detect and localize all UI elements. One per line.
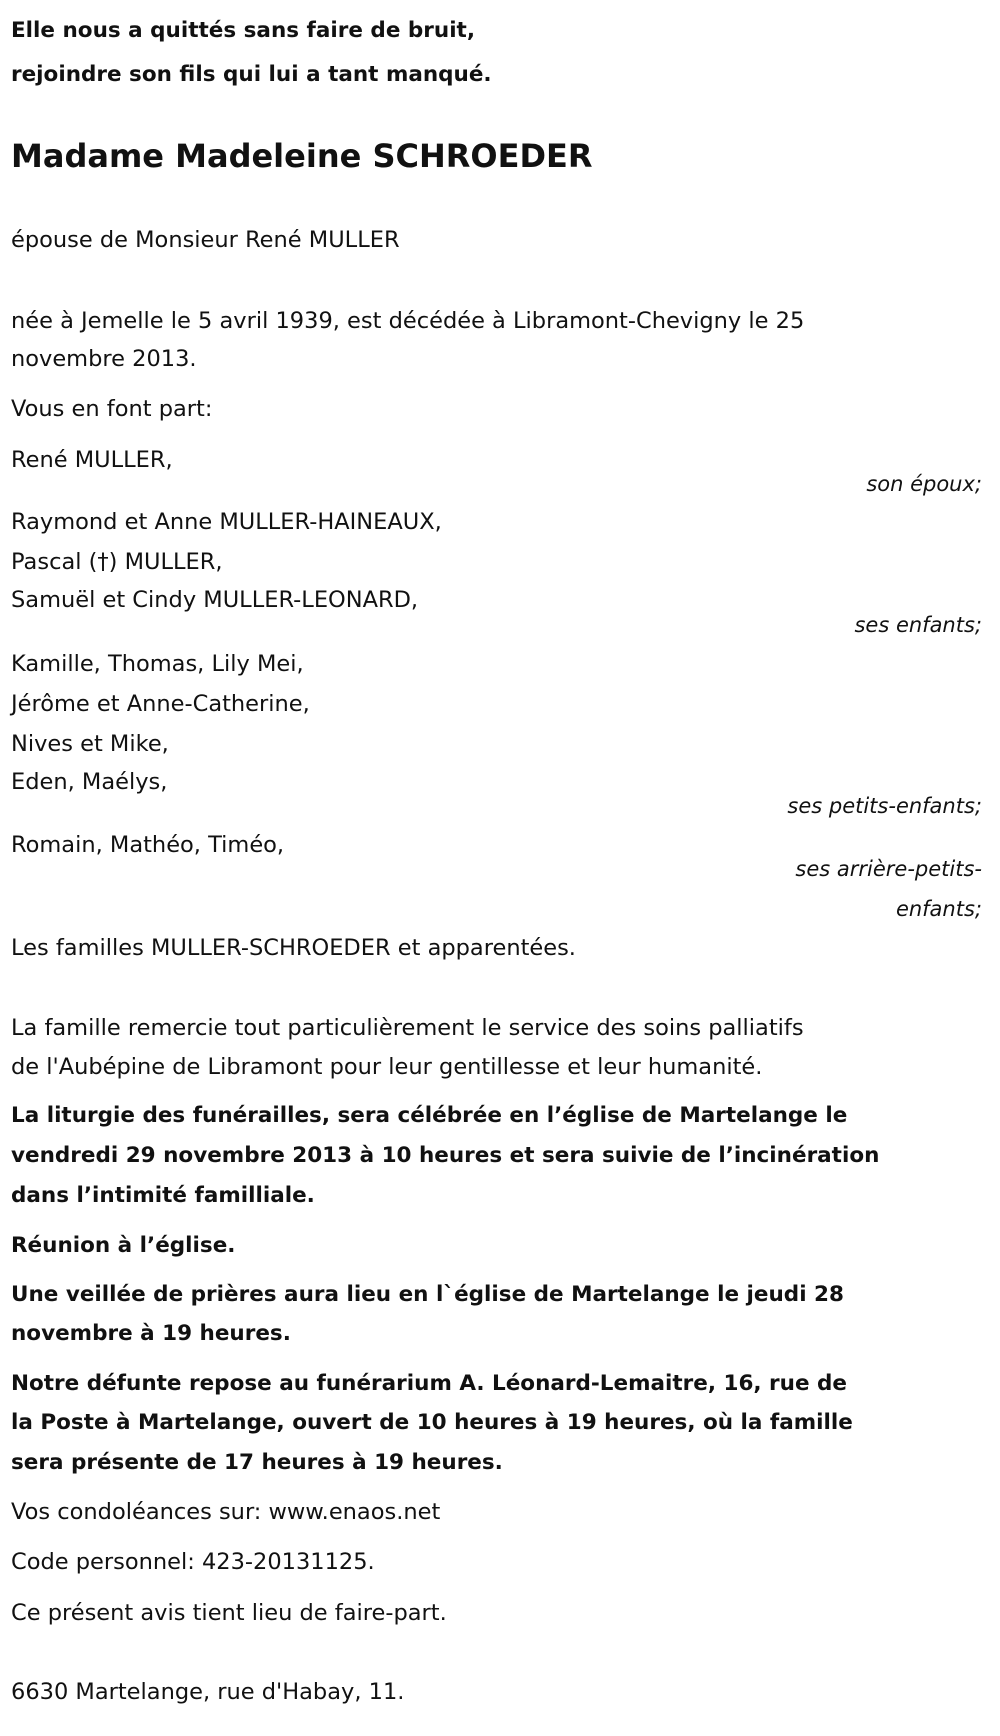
repose-line: Notre défunte repose au funérarium A. Léonard-Lemaitre, 16, rue de	[11, 1371, 848, 1396]
family-name: Pascal (†) MULLER,	[11, 549, 223, 575]
family-relation: ses enfants;	[854, 613, 982, 637]
page-title: Madame Madeleine SCHROEDER	[11, 137, 593, 175]
intro-line: Vous en font part:	[11, 396, 213, 422]
thanks-line: La famille remercie tout particulièrement le service des soins palliatifs	[11, 1015, 804, 1041]
repose-line: la Poste à Martelange, ouvert de 10 heures à 19 heures, où la famille	[11, 1410, 853, 1435]
family-name: Eden, Maélys,	[11, 769, 168, 795]
family-name: Nives et Mike,	[11, 731, 169, 757]
spouse-line: épouse de Monsieur René MULLER	[11, 227, 400, 253]
epitaph-line: rejoindre son fils qui lui a tant manqué.	[11, 62, 492, 87]
liturgy-line: dans l’intimité familliale.	[11, 1183, 315, 1208]
family-name: Romain, Mathéo, Timéo,	[11, 832, 285, 858]
meeting-line: Réunion à l’église.	[11, 1233, 236, 1258]
liturgy-line: La liturgie des funérailles, sera célébrée en l’église de Martelange le	[11, 1103, 848, 1128]
vigil-line: novembre à 19 heures.	[11, 1321, 291, 1346]
family-relation: son époux;	[866, 472, 982, 496]
families-line: Les familles MULLER-SCHROEDER et apparentées.	[11, 935, 576, 961]
family-relation: ses arrière-petits-	[795, 857, 982, 881]
liturgy-line: vendredi 29 novembre 2013 à 10 heures et sera suivie de l’incinération	[11, 1143, 880, 1168]
epitaph-line: Elle nous a quittés sans faire de bruit,	[11, 18, 476, 43]
family-relation: ses petits-enfants;	[787, 794, 982, 818]
repose-line: sera présente de 17 heures à 19 heures.	[11, 1450, 503, 1475]
address-line: 6630 Martelange, rue d'Habay, 11.	[11, 1679, 405, 1705]
notice-line: Ce présent avis tient lieu de faire-part.	[11, 1600, 447, 1626]
code-line: Code personnel: 423-20131125.	[11, 1549, 375, 1575]
condolences-line: Vos condoléances sur: www.enaos.net	[11, 1499, 441, 1525]
vigil-line: Une veillée de prières aura lieu en l`église de Martelange le jeudi 28	[11, 1282, 844, 1307]
birth-death-line: novembre 2013.	[11, 346, 197, 372]
family-name: René MULLER,	[11, 447, 173, 473]
birth-death-line: née à Jemelle le 5 avril 1939, est décédée à Libramont-Chevigny le 25	[11, 308, 805, 334]
thanks-line: de l'Aubépine de Libramont pour leur gentillesse et leur humanité.	[11, 1054, 763, 1080]
family-relation: enfants;	[895, 897, 982, 921]
family-name: Raymond et Anne MULLER-HAINEAUX,	[11, 509, 442, 535]
family-name: Samuël et Cindy MULLER-LEONARD,	[11, 587, 419, 613]
family-name: Kamille, Thomas, Lily Mei,	[11, 651, 304, 677]
family-name: Jérôme et Anne-Catherine,	[11, 691, 310, 717]
